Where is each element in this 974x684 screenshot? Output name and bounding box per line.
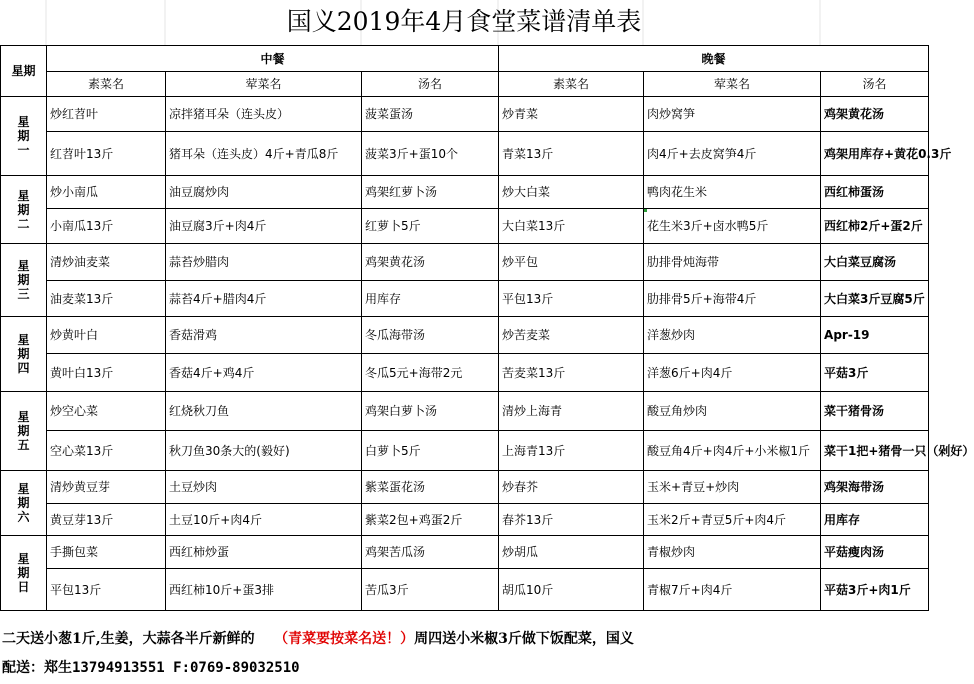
dinner-veg-cell: 青菜13斤 xyxy=(499,132,644,176)
footer-note xyxy=(2,628,928,650)
lunch-veg-cell: 黄豆芽13斤 xyxy=(47,504,166,536)
dinner-veg-cell: 炒苦麦菜 xyxy=(499,317,644,354)
dinner-meat-cell: 青椒7斤+肉4斤 xyxy=(644,569,821,611)
day-label-char: 期 xyxy=(17,202,30,217)
dinner-meat-cell: 酸豆角4斤+肉4斤+小米椒1斤 xyxy=(644,431,821,471)
lunch-meat-header: 荤菜名 xyxy=(166,72,362,97)
column-header-row xyxy=(1,72,929,97)
dinner-meat-header: 荤菜名 xyxy=(644,72,821,97)
table-row xyxy=(1,471,929,504)
table-row xyxy=(1,176,929,209)
dinner-veg-cell: 清炒上海青 xyxy=(499,392,644,431)
dinner-soup-cell: 平菇瘦肉汤 xyxy=(821,536,929,569)
lunch-veg-cell: 油麦菜13斤 xyxy=(47,281,166,317)
table-row xyxy=(1,317,929,354)
day-label-char: 日 xyxy=(17,580,30,594)
lunch-veg-cell: 手撕包菜 xyxy=(47,536,166,569)
dinner-meat-cell: 洋葱6斤+肉4斤 xyxy=(644,354,821,392)
lunch-meat-cell: 蒜苔4斤+腊肉4斤 xyxy=(166,281,362,317)
dinner-soup-cell: 鸡架用库存+黄花0.3斤 xyxy=(821,132,929,176)
weekday-header: 星期 xyxy=(1,46,47,97)
day-label-char: 星 xyxy=(17,115,30,129)
dinner-veg-cell: 春芥13斤 xyxy=(499,504,644,536)
lunch-meat-cell: 凉拌猪耳朵（连头皮） xyxy=(166,97,362,132)
table-row xyxy=(1,209,929,244)
dinner-veg-cell: 炒青菜 xyxy=(499,97,644,132)
table-row xyxy=(1,244,929,281)
dinner-meat-cell: 肋排骨5斤+海带4斤 xyxy=(644,281,821,317)
day-label-char: 三 xyxy=(17,287,30,301)
footer-note-warning: （青菜要按菜名送！） xyxy=(274,631,415,647)
day-label-char: 星 xyxy=(17,410,30,424)
lunch-soup-cell: 菠菜3斤+蛋10个 xyxy=(362,132,499,176)
dinner-soup-cell: 鸡架海带汤 xyxy=(821,471,929,504)
page-title: 国义2019年4月食堂菜谱清单表 xyxy=(286,7,642,36)
dinner-soup-cell: 鸡架黄花汤 xyxy=(821,97,929,132)
lunch-meat-cell: 秋刀鱼30条大的(毅好) xyxy=(166,431,362,471)
lunch-soup-cell: 鸡架苦瓜汤 xyxy=(362,536,499,569)
dinner-meat-cell: 青椒炒肉 xyxy=(644,536,821,569)
dinner-header: 晚餐 xyxy=(499,46,929,72)
lunch-header: 中餐 xyxy=(47,46,499,72)
day-label-tue xyxy=(1,176,47,244)
dinner-meat-cell: 花生米3斤+卤水鸭5斤 xyxy=(644,209,821,244)
table-row xyxy=(1,536,929,569)
lunch-meat-cell: 香菇4斤+鸡4斤 xyxy=(166,354,362,392)
lunch-meat-cell: 猪耳朵（连头皮）4斤+青瓜8斤 xyxy=(166,132,362,176)
dinner-veg-cell: 上海青13斤 xyxy=(499,431,644,471)
lunch-soup-cell: 用库存 xyxy=(362,281,499,317)
day-label-char: 星 xyxy=(17,333,30,347)
dinner-veg-cell: 炒平包 xyxy=(499,244,644,281)
day-label-wed xyxy=(1,244,47,317)
day-label-char: 星 xyxy=(17,188,30,203)
lunch-meat-cell: 油豆腐3斤+肉4斤 xyxy=(166,209,362,244)
dinner-soup-cell: 西红柿蛋汤 xyxy=(821,176,929,209)
dinner-veg-cell: 胡瓜10斤 xyxy=(499,569,644,611)
lunch-veg-cell: 空心菜13斤 xyxy=(47,431,166,471)
day-label-char: 期 xyxy=(17,496,30,510)
dinner-veg-cell: 苦麦菜13斤 xyxy=(499,354,644,392)
dinner-soup-cell: 平菇3斤+肉1斤 xyxy=(821,569,929,611)
lunch-meat-cell: 红烧秋刀鱼 xyxy=(166,392,362,431)
table-row xyxy=(1,569,929,611)
menu-table xyxy=(0,45,974,611)
lunch-meat-cell: 香菇滑鸡 xyxy=(166,317,362,354)
lunch-soup-cell: 冬瓜5元+海带2元 xyxy=(362,354,499,392)
dinner-soup-cell: 西红柿2斤+蛋2斤 xyxy=(821,209,929,244)
day-label-char: 期 xyxy=(17,347,30,361)
dinner-soup-cell: 菜干1把+猪骨一只（剁好） xyxy=(821,431,929,471)
day-label-char: 期 xyxy=(17,424,30,438)
dinner-meat-cell: 酸豆角炒肉 xyxy=(644,392,821,431)
meal-header-row xyxy=(1,46,929,72)
dinner-veg-cell: 大白菜13斤 xyxy=(499,209,644,244)
footer-note-text-2: 周四送小米椒3斤做下饭配菜，国义 xyxy=(414,631,634,647)
table-row xyxy=(1,132,929,176)
lunch-soup-header: 汤名 xyxy=(362,72,499,97)
table-row xyxy=(1,354,929,392)
day-label-char: 星 xyxy=(17,552,30,566)
lunch-veg-cell: 红苕叶13斤 xyxy=(47,132,166,176)
lunch-veg-header: 素菜名 xyxy=(47,72,166,97)
dinner-veg-cell: 平包13斤 xyxy=(499,281,644,317)
dinner-meat-cell: 肉炒窝笋 xyxy=(644,97,821,132)
lunch-meat-cell: 土豆炒肉 xyxy=(166,471,362,504)
table-row xyxy=(1,431,929,471)
dinner-veg-cell: 炒胡瓜 xyxy=(499,536,644,569)
lunch-meat-cell: 油豆腐炒肉 xyxy=(166,176,362,209)
lunch-meat-cell: 西红柿10斤+蛋3排 xyxy=(166,569,362,611)
lunch-veg-cell: 清炒油麦菜 xyxy=(47,244,166,281)
dinner-meat-cell: 鸭肉花生米 xyxy=(644,176,821,209)
lunch-soup-cell: 冬瓜海带汤 xyxy=(362,317,499,354)
dinner-meat-cell: 肋排骨炖海带 xyxy=(644,244,821,281)
lunch-meat-cell: 蒜苔炒腊肉 xyxy=(166,244,362,281)
day-label-char: 五 xyxy=(17,438,30,452)
day-label-char: 二 xyxy=(17,216,30,231)
lunch-soup-cell: 白萝卜5斤 xyxy=(362,431,499,471)
day-label-mon xyxy=(1,97,47,176)
lunch-veg-cell: 黄叶白13斤 xyxy=(47,354,166,392)
day-label-char: 四 xyxy=(17,361,30,375)
dinner-soup-cell: 大白菜3斤豆腐5斤 xyxy=(821,281,929,317)
lunch-soup-cell: 菠菜蛋汤 xyxy=(362,97,499,132)
day-label-char: 期 xyxy=(17,129,30,143)
day-label-sun xyxy=(1,536,47,611)
lunch-soup-cell: 鸡架黄花汤 xyxy=(362,244,499,281)
day-label-char: 一 xyxy=(17,143,30,157)
day-label-fri xyxy=(1,392,47,471)
footer-note-text: 二天送小葱1斤,生姜，大蒜各半斤新鲜的 xyxy=(2,631,255,647)
lunch-veg-cell: 炒红苕叶 xyxy=(47,97,166,132)
dinner-meat-cell: 洋葱炒肉 xyxy=(644,317,821,354)
dinner-meat-cell: 玉米2斤+青豆5斤+肉4斤 xyxy=(644,504,821,536)
dinner-veg-cell: 炒春芥 xyxy=(499,471,644,504)
delivery-contact: 配送：郑生13794913551 F:0769-89032510 xyxy=(2,660,300,676)
dinner-meat-cell: 玉米+青豆+炒肉 xyxy=(644,471,821,504)
dinner-veg-header: 素菜名 xyxy=(499,72,644,97)
day-label-char: 期 xyxy=(17,566,30,580)
lunch-soup-cell: 紫菜蛋花汤 xyxy=(362,471,499,504)
dinner-soup-cell: 大白菜豆腐汤 xyxy=(821,244,929,281)
dinner-soup-cell: Apr-19 xyxy=(821,317,929,354)
lunch-soup-cell: 苦瓜3斤 xyxy=(362,569,499,611)
lunch-veg-cell: 平包13斤 xyxy=(47,569,166,611)
lunch-veg-cell: 炒小南瓜 xyxy=(47,176,166,209)
day-label-char: 期 xyxy=(17,273,30,287)
dinner-meat-cell: 肉4斤+去皮窝笋4斤 xyxy=(644,132,821,176)
lunch-soup-cell: 鸡架红萝卜汤 xyxy=(362,176,499,209)
day-label-sat xyxy=(1,471,47,536)
dinner-soup-cell: 平菇3斤 xyxy=(821,354,929,392)
day-label-char: 星 xyxy=(17,259,30,273)
lunch-veg-cell: 炒空心菜 xyxy=(47,392,166,431)
table-row xyxy=(1,504,929,536)
dinner-veg-cell: 炒大白菜 xyxy=(499,176,644,209)
lunch-soup-cell: 红萝卜5斤 xyxy=(362,209,499,244)
lunch-veg-cell: 清炒黄豆芽 xyxy=(47,471,166,504)
day-label-char: 星 xyxy=(17,482,30,496)
lunch-soup-cell: 紫菜2包+鸡蛋2斤 xyxy=(362,504,499,536)
day-label-thu xyxy=(1,317,47,392)
dinner-soup-cell: 菜干猪骨汤 xyxy=(821,392,929,431)
table-row xyxy=(1,97,929,132)
table-row xyxy=(1,392,929,431)
table-row xyxy=(1,281,929,317)
lunch-meat-cell: 西红柿炒蛋 xyxy=(166,536,362,569)
lunch-soup-cell: 鸡架白萝卜汤 xyxy=(362,392,499,431)
lunch-veg-cell: 炒黄叶白 xyxy=(47,317,166,354)
dinner-soup-cell: 用库存 xyxy=(821,504,929,536)
lunch-veg-cell: 小南瓜13斤 xyxy=(47,209,166,244)
lunch-meat-cell: 土豆10斤+肉4斤 xyxy=(166,504,362,536)
dinner-soup-header: 汤名 xyxy=(821,72,929,97)
day-label-char: 六 xyxy=(17,510,30,524)
